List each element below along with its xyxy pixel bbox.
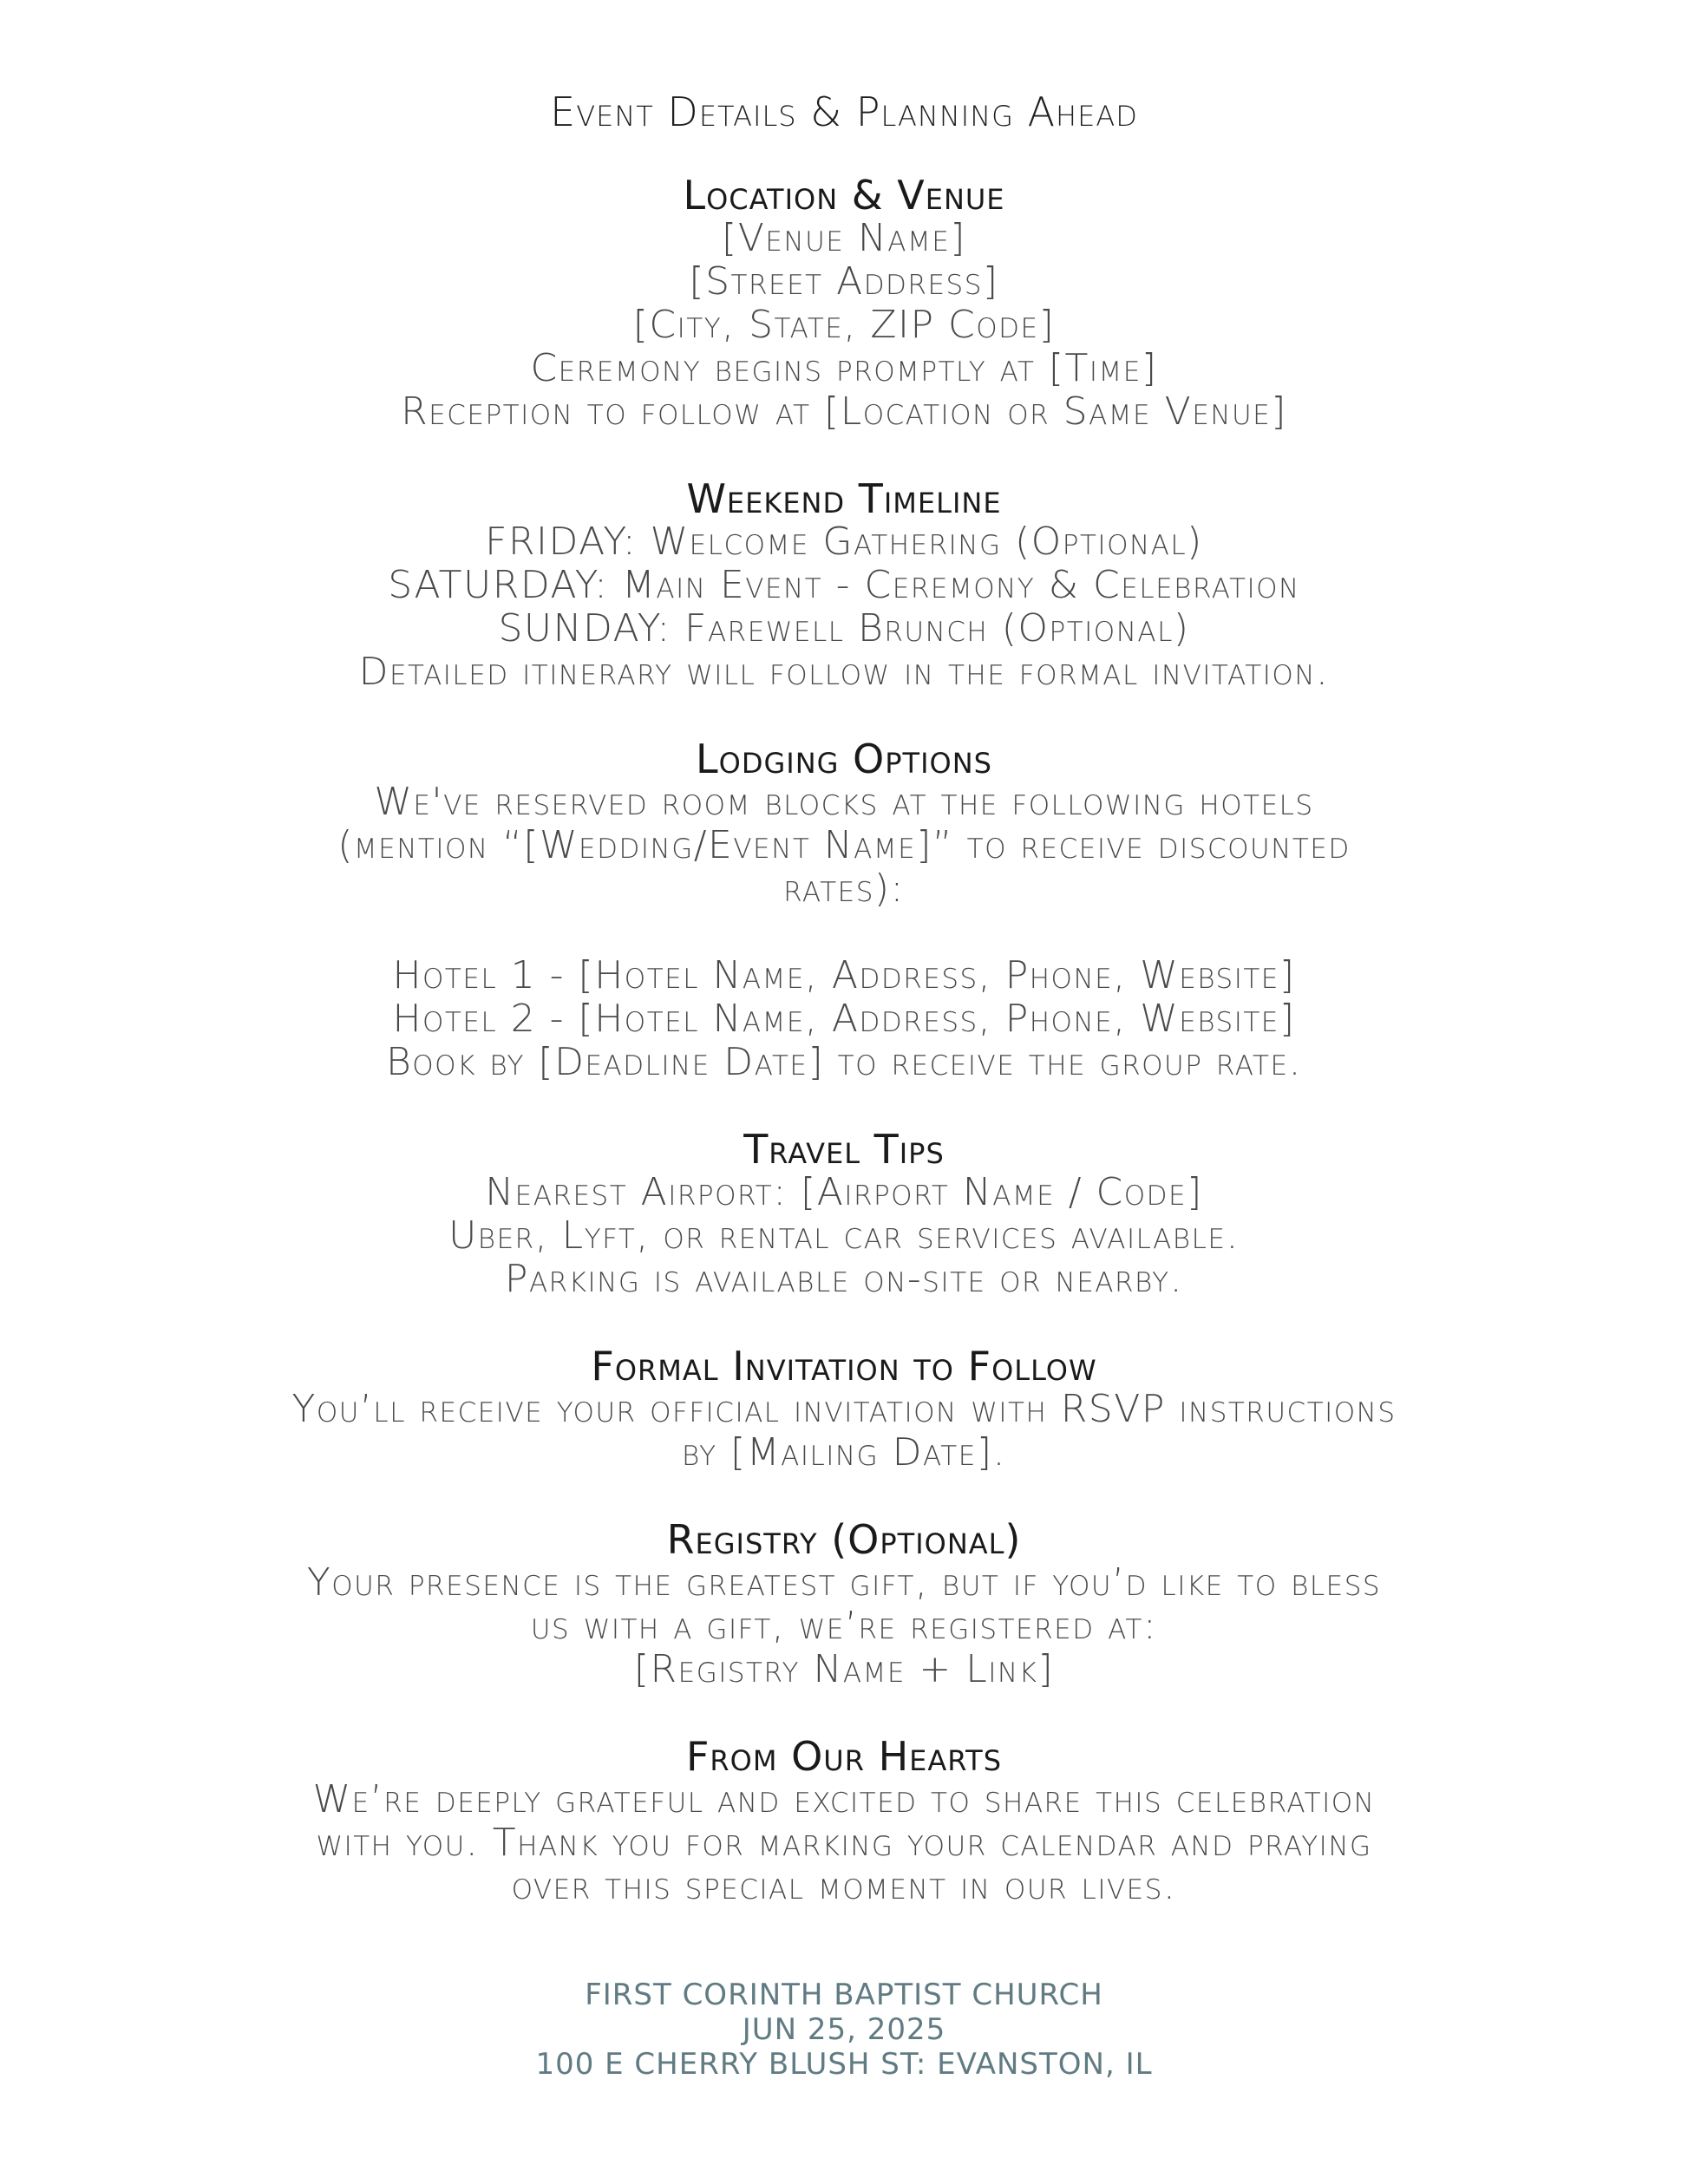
footer-date: JUN 25, 2025: [742, 2012, 946, 2047]
section-line: Hotel 1 - [Hotel Name, Address, Phone, Website]: [392, 953, 1296, 997]
section-line: We've reserved room blocks at the following hotels: [374, 780, 1314, 824]
section-line: Parking is available on-site or nearby.: [504, 1257, 1184, 1301]
section-line: SUNDAY: Farewell Brunch (Optional): [498, 606, 1190, 651]
section-heading: Formal Invitation to Follow: [591, 1343, 1097, 1390]
section-line: by [Mailing Date].: [682, 1430, 1006, 1475]
section-line: Detailed itinerary will follow in the formal invitation.: [358, 650, 1330, 694]
section-heading: Registry (Optional): [666, 1516, 1022, 1563]
section-line: Reception to follow at [Location or Same Venue]: [401, 389, 1287, 434]
section-line: You’ll receive your official invitation with RSVP instructions: [291, 1387, 1397, 1431]
footer: [0, 1978, 1688, 2082]
section-line: Hotel 2 - [Hotel Name, Address, Phone, Website]: [392, 997, 1296, 1041]
section-line: We’re deeply grateful and excited to share this celebration: [312, 1777, 1376, 1821]
section-line: over this special moment in our lives.: [511, 1864, 1177, 1908]
section-heading: From Our Hearts: [685, 1733, 1003, 1780]
section: [191, 1128, 1497, 1301]
section: [191, 1518, 1497, 1691]
section-line: Book by [Deadline Date] to receive the group rate.: [385, 1040, 1303, 1084]
section-line: Uber, Lyft, or rental car services available.: [448, 1213, 1240, 1258]
section-line: [Venue Name]: [722, 216, 966, 260]
section-line: Ceremony begins promptly at [Time]: [530, 346, 1158, 390]
section-line: [Street Address]: [689, 259, 999, 304]
footer-venue: FIRST CORINTH BAPTIST CHURCH: [585, 1978, 1103, 2012]
section-line: us with a gift, we’re registered at:: [530, 1604, 1158, 1648]
section: [191, 477, 1497, 694]
section-heading: Lodging Options: [696, 736, 992, 782]
section-line: SATURDAY: Main Event - Ceremony & Celebration: [388, 563, 1300, 607]
document-title: Event Details & Planning Ahead: [550, 88, 1138, 135]
sections-container: [191, 173, 1497, 1952]
section-line: Your presence is the greatest gift, but if you’d like to bless: [306, 1560, 1382, 1605]
section-heading: Weekend Timeline: [686, 475, 1002, 522]
section-line: rates):: [783, 866, 905, 911]
section-line: with you. Thank you for marking your calendar and praying: [316, 1821, 1372, 1865]
section-line: (mention “[Wedding/Event Name]” to receive discounted: [337, 823, 1351, 867]
section: [191, 1344, 1497, 1475]
section-heading: Travel Tips: [743, 1126, 945, 1173]
section-line: [Registry Name + Link]: [633, 1647, 1055, 1691]
section-heading: Location & Venue: [683, 172, 1005, 219]
section-line: [City, State, ZIP Code]: [632, 303, 1056, 347]
section: [191, 1735, 1497, 1908]
section-line: Nearest Airport: [Airport Name / Code]: [485, 1170, 1203, 1214]
section: [191, 737, 1497, 1084]
section: [191, 173, 1497, 434]
section-line: FRIDAY: Welcome Gathering (Optional): [485, 520, 1203, 564]
line-spacer: [191, 911, 1497, 954]
footer-address: 100 E CHERRY BLUSH ST: EVANSTON, IL: [535, 2047, 1153, 2082]
